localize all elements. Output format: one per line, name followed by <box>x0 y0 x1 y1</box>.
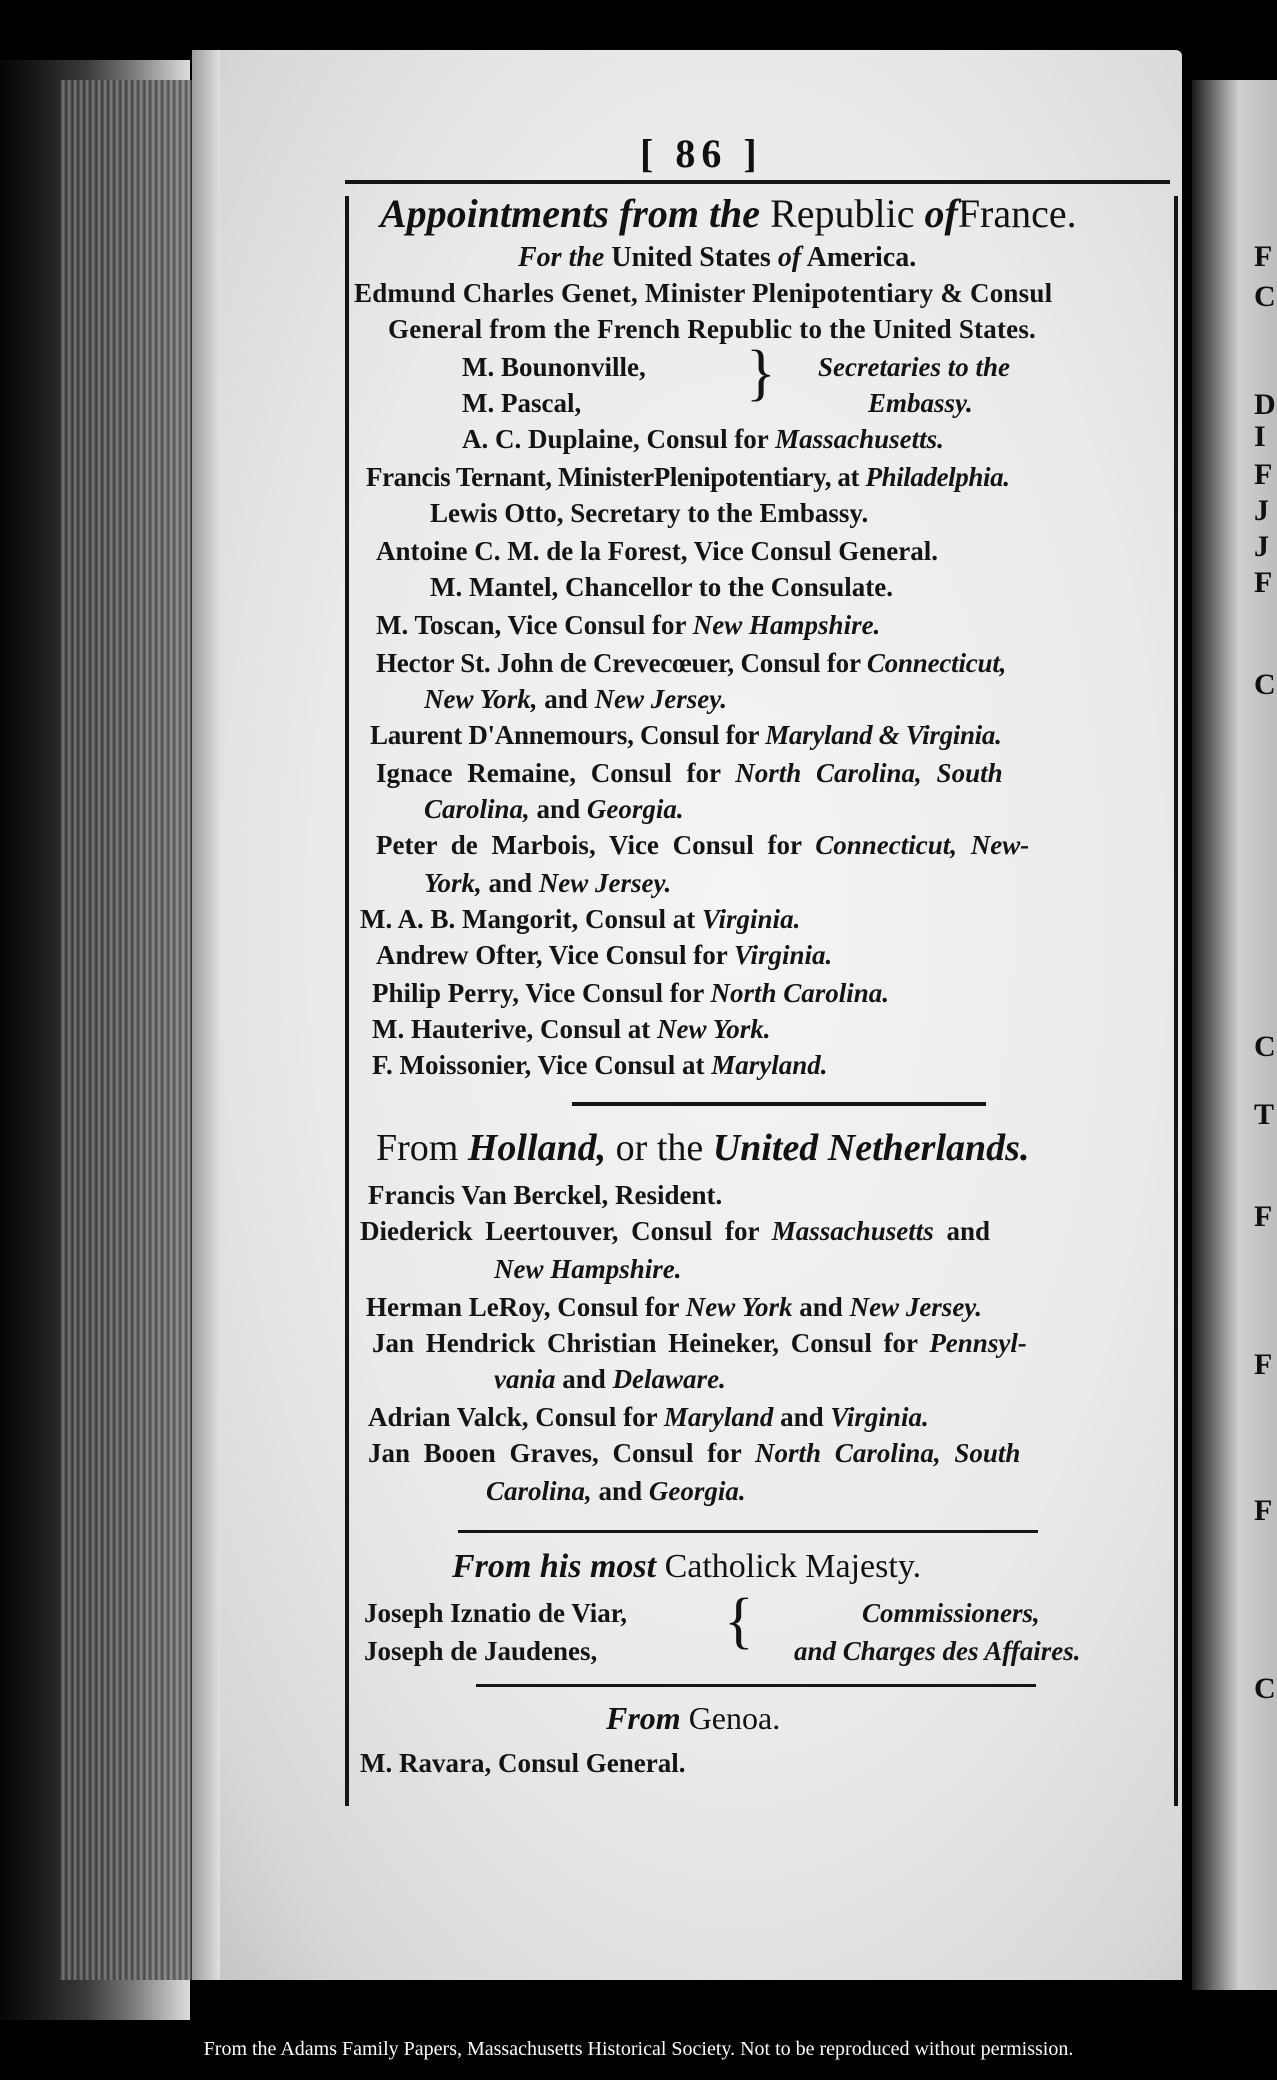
entry-moissonier <box>372 1050 828 1081</box>
leroy-a: Herman LeRoy, Consul for <box>366 1292 680 1322</box>
entry-heineker-2 <box>494 1364 726 1395</box>
entry-marbois-2 <box>424 868 671 899</box>
subheading-d: America. <box>806 242 917 273</box>
entry-hauterive <box>372 1014 771 1045</box>
facing-page-letters <box>1240 0 1277 2080</box>
entry-duplaine <box>462 424 944 455</box>
entry-mantel: M. Mantel, Chancellor to the Consulate. <box>430 572 893 602</box>
remaine-b: North Carolina, South <box>735 758 1003 788</box>
entry-foreft: Antoine C. M. de la Forest, Vice Consul General. <box>376 536 938 566</box>
entry-viar: Joseph Iznatio de Viar, <box>364 1598 628 1628</box>
divider-holland <box>458 1530 1038 1533</box>
duplaine-b: Massachusetts. <box>775 424 944 454</box>
entry-graves-1 <box>368 1438 1020 1469</box>
moissonier-a: F. Moissonier, Vice Consul at <box>372 1050 705 1080</box>
spain-heading-a: From his most <box>452 1548 657 1585</box>
genoa-heading <box>606 1700 780 1737</box>
facing-letter: F <box>1254 1200 1273 1233</box>
facing-letter: C <box>1254 668 1276 701</box>
holland-heading-c: or the <box>615 1127 704 1169</box>
valck-d: Virginia. <box>830 1402 929 1432</box>
toscan-a: M. Toscan, Vice Consul for <box>376 610 687 640</box>
commissioners-role-1 <box>862 1598 1040 1629</box>
brace-secretaries: } <box>746 339 776 407</box>
entry-marbois-1 <box>376 830 1029 861</box>
graves-e: Georgia. <box>648 1476 746 1506</box>
graves-b: North Carolina, South <box>755 1438 1021 1468</box>
entry-remaine-2 <box>424 794 684 825</box>
toscan-b: New Hampshire. <box>692 610 881 640</box>
crevecoeur-e: New Jersey. <box>594 684 728 714</box>
valck-b: Maryland <box>663 1402 774 1432</box>
heineker-d: and <box>562 1364 606 1394</box>
entry-genet-1: Edmund Charles Genet, Minister Plenipotentiary & Consul <box>354 278 1053 308</box>
marbois-b: Connecticut, New- <box>815 830 1030 860</box>
entry-ravara: M. Ravara, Consul General. <box>360 1748 686 1778</box>
marbois-e: New Jersey. <box>538 868 672 898</box>
leertouver-c: and <box>946 1216 991 1246</box>
entry-remaine-1 <box>376 758 1003 789</box>
page-number: [ 86 ] <box>640 131 763 176</box>
entry-perry <box>372 978 889 1009</box>
france-heading <box>380 190 1077 237</box>
entry-ofter <box>376 940 832 971</box>
facing-letter: F <box>1254 566 1273 599</box>
brace-commissioners: { <box>724 1587 754 1655</box>
facing-letter: C <box>1254 1030 1276 1063</box>
leroy-b: New York <box>685 1292 793 1322</box>
facing-letter: D <box>1254 388 1276 421</box>
entry-jaudenes: Joseph de Jaudenes, <box>364 1636 598 1666</box>
france-heading-c: of <box>924 191 958 236</box>
page-fold <box>192 50 220 1980</box>
crevecoeur-b: Connecticut, <box>866 648 1007 678</box>
entry-leertouver-1 <box>360 1216 990 1247</box>
entry-graves-2 <box>486 1476 746 1507</box>
top-rule <box>345 180 1170 184</box>
facing-letter: I <box>1254 420 1266 453</box>
entry-toscan <box>376 610 880 641</box>
marbois-c: York, <box>424 868 482 898</box>
france-heading-b: Republic <box>770 191 915 236</box>
entry-otto: Lewis Otto, Secretary to the Embassy. <box>430 498 869 528</box>
marbois-a: Peter de Marbois, Vice Consul for <box>376 830 802 860</box>
france-heading-a: Appointments from the <box>380 191 761 236</box>
entry-heineker-1 <box>372 1328 1027 1359</box>
entry-secretary-2: M. Pascal, <box>462 388 582 418</box>
entry-crevecoeur-2 <box>424 684 727 715</box>
entry-secretary-1: M. Bounonville, <box>462 352 646 382</box>
spain-heading-b: Catholick Majesty. <box>664 1548 922 1585</box>
entry-leertouver-2 <box>494 1254 682 1285</box>
remaine-a: Ignace Remaine, Consul for <box>376 758 721 788</box>
secretaries-role-1 <box>818 352 1010 383</box>
facing-letter: F <box>1254 1348 1273 1381</box>
leroy-c: and <box>799 1292 843 1322</box>
heineker-e: Delaware. <box>612 1364 726 1394</box>
mangorit-a: M. A. B. Mangorit, Consul at <box>360 904 696 934</box>
facing-letter: J <box>1254 530 1269 563</box>
entry-valck <box>368 1402 929 1433</box>
leertouver-b: Massachusetts <box>771 1216 934 1246</box>
secretaries-role-2-text: Embassy. <box>868 388 973 418</box>
commissioners-role-2-text: and Charges des Affaires. <box>794 1636 1081 1666</box>
facing-letter: C <box>1254 1672 1276 1705</box>
france-subheading <box>518 242 916 274</box>
commissioners-role-2 <box>794 1636 1081 1667</box>
ternant-a: Francis Ternant, MinisterPlenipotentiary, at <box>366 462 860 492</box>
marbois-d: and <box>488 868 533 898</box>
heineker-b: Pennsyl- <box>929 1328 1027 1358</box>
graves-a: Jan Booen Graves, Consul for <box>368 1438 742 1468</box>
heineker-c: vania <box>494 1364 556 1394</box>
annemours-b: Maryland & Virginia. <box>765 720 1002 750</box>
hauterive-a: M. Hauterive, Consul at <box>372 1014 651 1044</box>
crevecoeur-d: and <box>544 684 588 714</box>
secretaries-role-1-text: Secretaries to the <box>818 352 1010 382</box>
annemours-a: Laurent D'Annemours, Consul for <box>370 720 759 750</box>
holland-heading-a: From <box>376 1127 459 1169</box>
subheading-b: United States <box>611 242 771 273</box>
ofter-b: Virginia. <box>734 940 833 970</box>
entry-leroy <box>366 1292 982 1323</box>
ternant-b: Philadelphia. <box>865 462 1010 492</box>
facing-letter: F <box>1254 240 1273 273</box>
perry-b: North Carolina. <box>710 978 890 1008</box>
crevecoeur-a: Hector St. John de Crevecœuer, Consul for <box>376 648 861 678</box>
divider-spain <box>476 1684 1036 1687</box>
entry-annemours <box>370 720 1002 751</box>
entry-berckel: Francis Van Berckel, Resident. <box>368 1180 723 1210</box>
page-stack <box>60 80 200 1980</box>
commissioners-role-1-text: Commissioners, <box>862 1598 1040 1628</box>
genoa-heading-b: Genoa. <box>688 1700 781 1736</box>
crevecoeur-c: New York, <box>424 684 538 714</box>
entry-genet-2: General from the French Republic to the United States. <box>388 314 1036 344</box>
spain-heading <box>452 1548 921 1586</box>
valck-c: and <box>780 1402 824 1432</box>
duplaine-a: A. C. Duplaine, Consul for <box>462 424 769 454</box>
graves-d: and <box>598 1476 643 1506</box>
holland-heading-d: United Netherlands. <box>712 1127 1030 1169</box>
entry-ternant <box>366 462 1010 493</box>
secretaries-role-2 <box>868 388 973 419</box>
moissonier-b: Maryland. <box>711 1050 828 1080</box>
leroy-d: New Jersey. <box>849 1292 983 1322</box>
leertouver-d: New Hampshire. <box>494 1254 682 1284</box>
facing-letter: C <box>1254 280 1276 313</box>
archive-caption: From the Adams Family Papers, Massachusetts Historical Society. Not to be reproduced without permission. <box>203 2038 1074 2060</box>
facing-letter: T <box>1254 1098 1275 1131</box>
holland-heading <box>376 1126 1029 1170</box>
ofter-a: Andrew Ofter, Vice Consul for <box>376 940 728 970</box>
heineker-a: Jan Hendrick Christian Heineker, Consul for <box>372 1328 918 1358</box>
valck-a: Adrian Valck, Consul for <box>368 1402 658 1432</box>
facing-letter: F <box>1254 458 1273 491</box>
facing-letter: F <box>1254 1494 1273 1527</box>
remaine-d: and <box>536 794 581 824</box>
subheading-a: For the <box>518 242 605 273</box>
remaine-e: Georgia. <box>586 794 684 824</box>
divider-france <box>572 1102 986 1106</box>
perry-a: Philip Perry, Vice Consul for <box>372 978 704 1008</box>
subheading-c: of <box>777 242 802 273</box>
graves-c: Carolina, <box>486 1476 592 1506</box>
leertouver-a: Diederick Leertouver, Consul for <box>360 1216 759 1246</box>
mangorit-b: Virginia. <box>702 904 801 934</box>
facing-letter: J <box>1254 494 1269 527</box>
hauterive-b: New York. <box>656 1014 771 1044</box>
remaine-c: Carolina, <box>424 794 530 824</box>
entry-crevecoeur-1 <box>376 648 1006 679</box>
entry-mangorit <box>360 904 800 935</box>
genoa-heading-a: From <box>606 1700 681 1736</box>
france-heading-d: France. <box>957 191 1077 236</box>
holland-heading-b: Holland, <box>467 1127 607 1169</box>
